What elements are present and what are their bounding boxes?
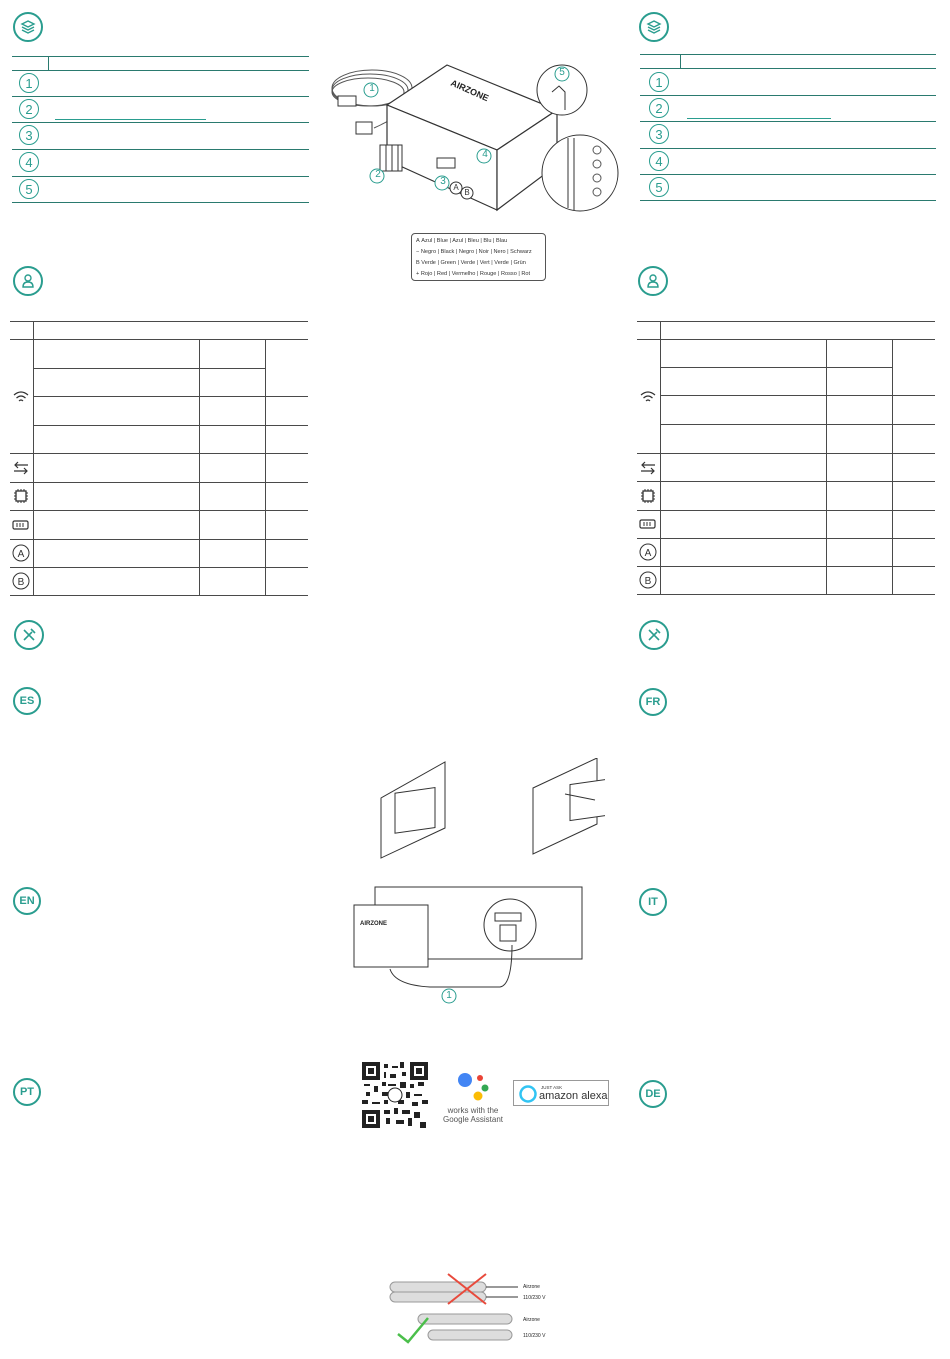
connector-b-icon	[639, 571, 657, 589]
part-number-5: 5	[19, 179, 39, 199]
cable-separation-illustration	[388, 1272, 520, 1346]
svg-text:AIRZONE: AIRZONE	[449, 77, 491, 104]
svg-text:B: B	[644, 576, 652, 587]
legend-row-green: B Verde | Green | Verde | Vert | Verde | Grün	[416, 260, 526, 266]
wifi-icon	[639, 388, 657, 406]
part-2-link[interactable]	[687, 118, 831, 119]
connector-a-icon	[12, 544, 30, 562]
google-assistant-logo	[455, 1068, 491, 1104]
legend-row-red: + Rojo | Red | Vermelho | Rouge | Rosso | Rot	[416, 271, 531, 277]
cable-label-airzone-2: Airzone	[523, 1317, 540, 1323]
data-exchange-icon	[639, 459, 657, 477]
power-icon	[12, 516, 30, 534]
lang-badge-it: IT	[639, 888, 667, 916]
led-table-left	[10, 321, 308, 597]
callout-1: 1	[369, 83, 375, 94]
led-table-right	[637, 321, 935, 597]
install-illustration	[350, 885, 585, 1005]
lang-badge-en: EN	[13, 887, 41, 915]
part-number-4: 4	[649, 151, 669, 171]
connector-b-label: B	[464, 188, 470, 197]
part-number-3: 3	[649, 124, 669, 144]
chip-icon	[12, 487, 30, 505]
part-number-5: 5	[649, 177, 669, 197]
amazon-alexa-logo: JUST ASK amazon alexa	[513, 1080, 609, 1106]
power-icon	[639, 515, 657, 533]
wire-color-legend	[411, 233, 546, 281]
qr-code	[362, 1062, 428, 1128]
tools-icon	[639, 620, 669, 650]
callout-2: 2	[375, 169, 381, 180]
tools-icon	[14, 620, 44, 650]
cable-label-airzone-1: Airzone	[523, 1284, 540, 1290]
callout-3: 3	[440, 176, 446, 187]
install-callout-1: 1	[446, 990, 452, 1001]
part-number-3: 3	[19, 125, 39, 145]
part-2-link[interactable]	[55, 119, 206, 120]
connector-a-icon	[639, 543, 657, 561]
chip-icon	[639, 487, 657, 505]
technician-icon	[638, 266, 668, 296]
alexa-ring-icon	[518, 1084, 538, 1104]
svg-text:B: B	[17, 577, 25, 588]
layers-icon	[13, 12, 43, 42]
device-illustration	[322, 50, 622, 220]
lang-badge-fr: FR	[639, 688, 667, 716]
callout-5: 5	[559, 67, 565, 78]
wall-mount-illustration	[375, 758, 605, 863]
part-number-2: 2	[649, 98, 669, 118]
lang-badge-es: ES	[13, 687, 41, 715]
part-number-1: 1	[649, 72, 669, 92]
connector-b-icon	[12, 572, 30, 590]
part-number-1: 1	[19, 73, 39, 93]
data-exchange-icon	[12, 459, 30, 477]
svg-text:A: A	[17, 549, 25, 560]
svg-text:AIRZONE: AIRZONE	[360, 921, 387, 927]
part-number-2: 2	[19, 99, 39, 119]
lang-badge-de: DE	[639, 1080, 667, 1108]
cable-label-voltage-1: 110/230 V	[523, 1295, 546, 1301]
callout-4: 4	[482, 149, 488, 160]
cable-label-voltage-2: 110/230 V	[523, 1333, 546, 1339]
legend-row-blue: A Azul | Blue | Azul | Bleu | Blu | Blau	[416, 238, 508, 244]
technician-icon	[13, 266, 43, 296]
legend-row-black: − Negro | Black | Negro | Noir | Nero | Schwarz	[416, 249, 532, 255]
wifi-icon	[12, 388, 30, 406]
part-number-4: 4	[19, 152, 39, 172]
lang-badge-pt: PT	[13, 1078, 41, 1106]
svg-text:A: A	[644, 548, 652, 559]
connector-a-label: A	[453, 183, 459, 192]
layers-icon	[639, 12, 669, 42]
google-assistant-text: works with the Google Assistant	[442, 1106, 504, 1124]
